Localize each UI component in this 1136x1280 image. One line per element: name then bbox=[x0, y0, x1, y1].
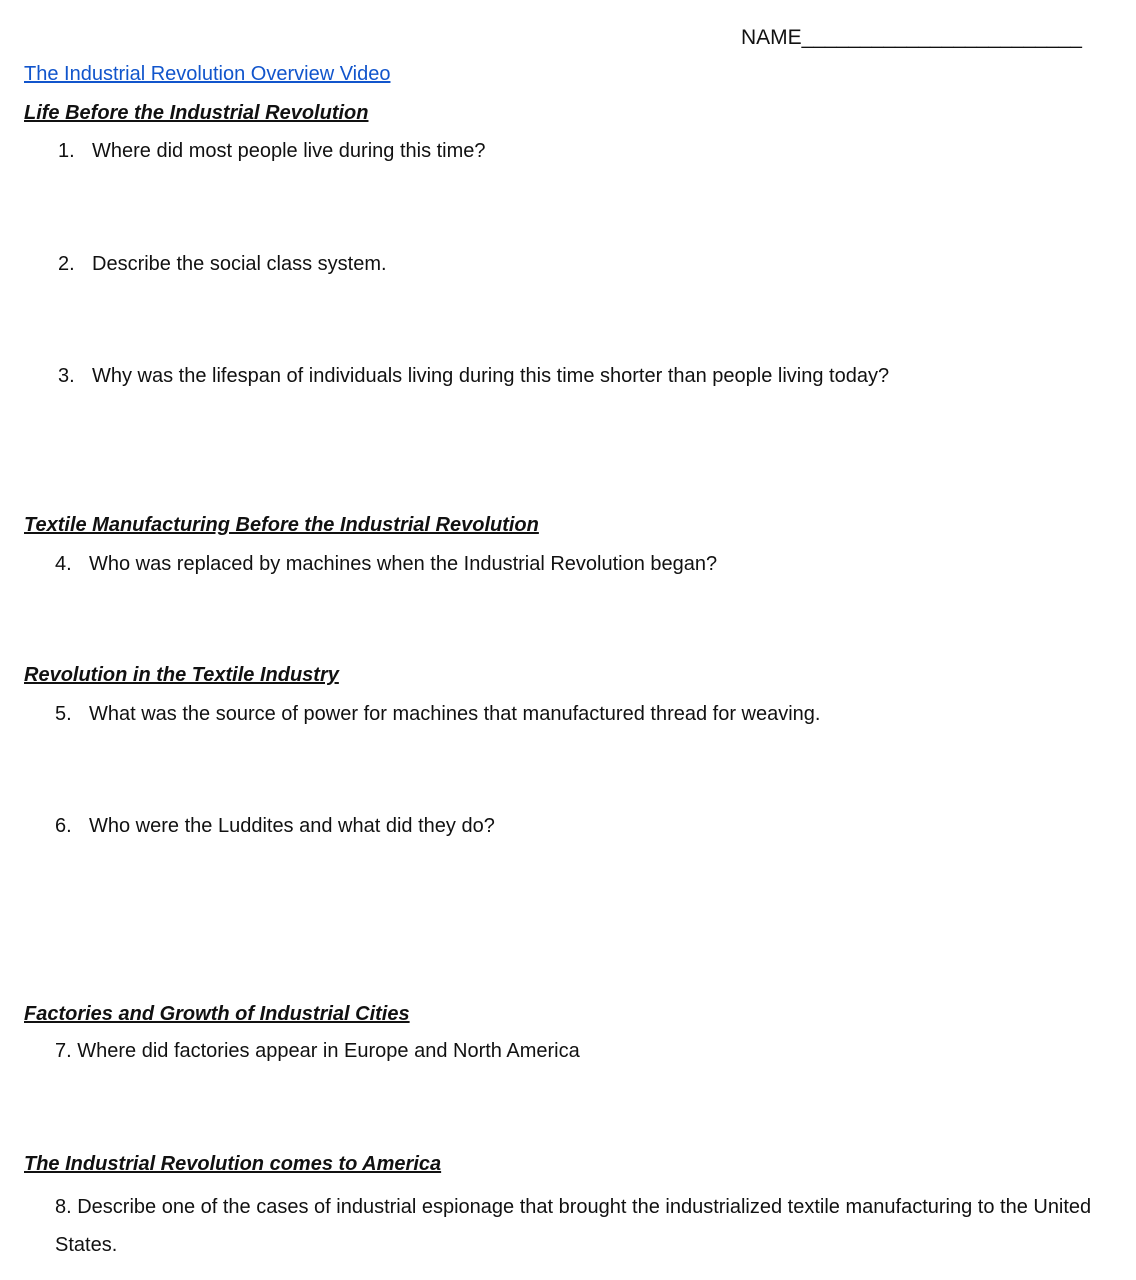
question-7: 7. Where did factories appear in Europe and North America bbox=[55, 1040, 580, 1062]
question-number: 3. bbox=[58, 365, 75, 387]
question-3 bbox=[58, 365, 889, 388]
question-text: Describe the social class system. bbox=[92, 253, 387, 275]
section-heading-factories: Factories and Growth of Industrial Cities bbox=[24, 1003, 410, 1025]
question-text: Where did most people live during this time? bbox=[92, 140, 486, 162]
question-text: Why was the lifespan of individuals living during this time shorter than people living today? bbox=[92, 365, 890, 387]
question-number: 4. bbox=[55, 553, 72, 575]
question-4 bbox=[55, 553, 717, 576]
question-8: 8. Describe one of the cases of industrial espionage that brought the industrialized textile manufacturing to the United States. bbox=[55, 1196, 1092, 1256]
question-2 bbox=[58, 253, 387, 276]
section-heading-life-before: Life Before the Industrial Revolution bbox=[24, 102, 369, 124]
question-text: Who was replaced by machines when the Industrial Revolution began? bbox=[89, 553, 718, 575]
question-5 bbox=[55, 703, 820, 726]
question-number: 6. bbox=[55, 815, 72, 837]
question-number: 2. bbox=[58, 253, 75, 275]
question-number: 5. bbox=[55, 703, 72, 725]
overview-video-link[interactable]: The Industrial Revolution Overview Video bbox=[24, 63, 391, 85]
question-number: 1. bbox=[58, 140, 75, 162]
section-heading-textile-revolution: Revolution in the Textile Industry bbox=[24, 664, 339, 686]
section-heading-america: The Industrial Revolution comes to America bbox=[24, 1153, 442, 1175]
question-text: What was the source of power for machines that manufactured thread for weaving. bbox=[89, 703, 821, 725]
question-1 bbox=[58, 140, 486, 163]
name-field-label: NAME________________________ bbox=[741, 26, 1082, 49]
question-text: Who were the Luddites and what did they do? bbox=[89, 815, 495, 837]
section-heading-textile-before: Textile Manufacturing Before the Industrial Revolution bbox=[24, 514, 539, 536]
question-6 bbox=[55, 815, 495, 838]
